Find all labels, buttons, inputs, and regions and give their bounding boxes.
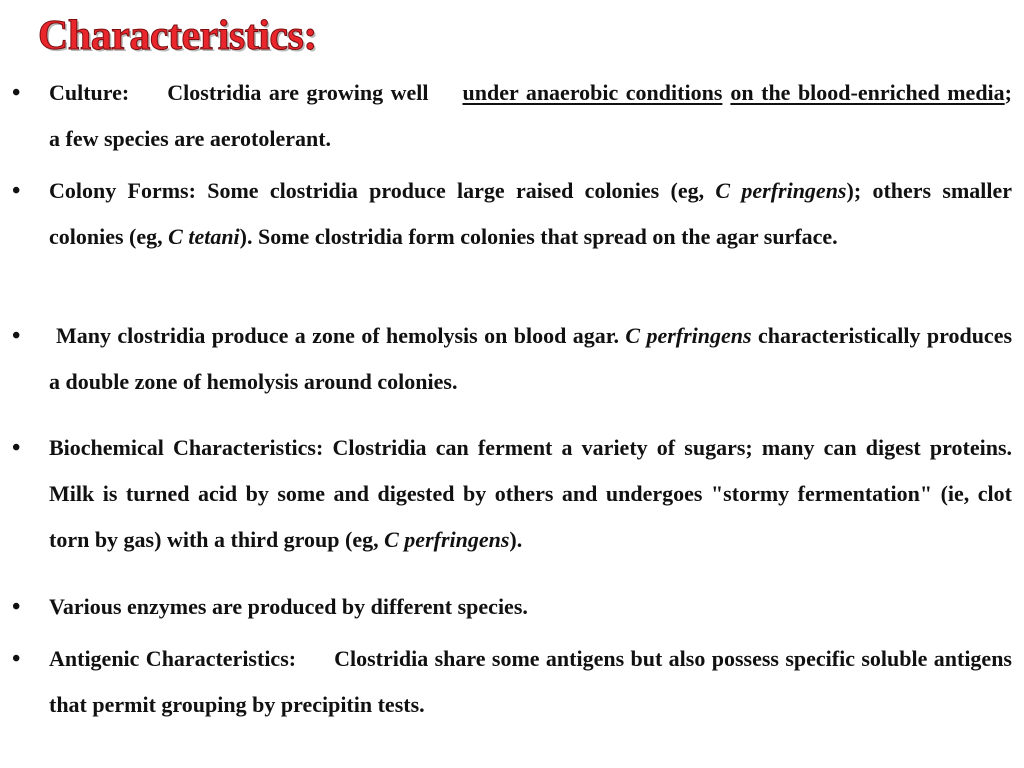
bullet-text-part: ; a few species are aerotolerant.	[49, 80, 1012, 151]
species-name: C perfringens	[384, 527, 510, 552]
species-name: C perfringens	[625, 323, 752, 348]
bullet-text-part: ); others smaller colonies (eg,	[49, 178, 1013, 249]
bullet-text	[49, 70, 1012, 162]
bullet-antigenic	[12, 636, 1012, 728]
bullet-dot-icon: •	[12, 178, 21, 204]
bullet-biochemical	[12, 425, 1012, 563]
bullet-text-part: Clostridia share some antigens but also possess specific soluble antigens that permit grouping by precipitin tests.	[49, 646, 1012, 717]
bullet-text	[49, 168, 1012, 260]
bullet-text-part: Clostridia can ferment a variety of sugars; many can digest proteins. Milk is turned acid by some and digested by others and undergoes "stormy fermentation" (ie, clot torn by gas) with a third group (eg,	[49, 435, 1012, 552]
bullet-text-part: Some clostridia produce large raised colonies (eg,	[195, 178, 716, 203]
bullet-label: Biochemical Characteristics:	[49, 435, 324, 460]
bullet-text-part: Many clostridia produce a zone of hemolysis on blood agar.	[56, 323, 626, 348]
bullet-text-part: ).	[509, 527, 523, 552]
bullet-text-part: Clostridia are growing well	[167, 80, 429, 105]
bullet-text	[49, 425, 1012, 563]
bullet-text	[49, 584, 1012, 630]
bullet-hemolysis	[12, 313, 1012, 405]
bullet-dot-icon: •	[12, 323, 21, 349]
slide-title: Characteristics:	[38, 13, 317, 59]
underlined-text: on the blood-enriched media	[730, 80, 1005, 105]
species-name: C tetani	[168, 224, 240, 249]
bullet-enzymes	[12, 584, 1012, 630]
bullet-dot-icon: •	[12, 435, 21, 461]
bullet-label: Culture:	[49, 80, 130, 105]
bullet-label: Antigenic Characteristics:	[49, 646, 297, 671]
bullet-label: Colony Forms:	[49, 178, 196, 203]
species-name: C perfringens	[715, 178, 847, 203]
bullet-dot-icon: •	[12, 646, 21, 672]
bullet-dot-icon: •	[12, 594, 21, 620]
bullet-text	[49, 313, 1012, 405]
bullet-text-part: Various enzymes are produced by different species.	[49, 594, 528, 619]
bullet-text	[49, 636, 1012, 728]
bullet-culture	[12, 70, 1012, 162]
bullet-dot-icon: •	[12, 80, 21, 106]
bullet-text-part: ). Some clostridia form colonies that spread on the agar surface.	[239, 224, 838, 249]
underlined-text: under anaerobic conditions	[462, 80, 723, 105]
bullet-text-part: characteristically produces a double zone of hemolysis around colonies.	[49, 323, 1013, 394]
bullet-colony-forms	[12, 168, 1012, 260]
